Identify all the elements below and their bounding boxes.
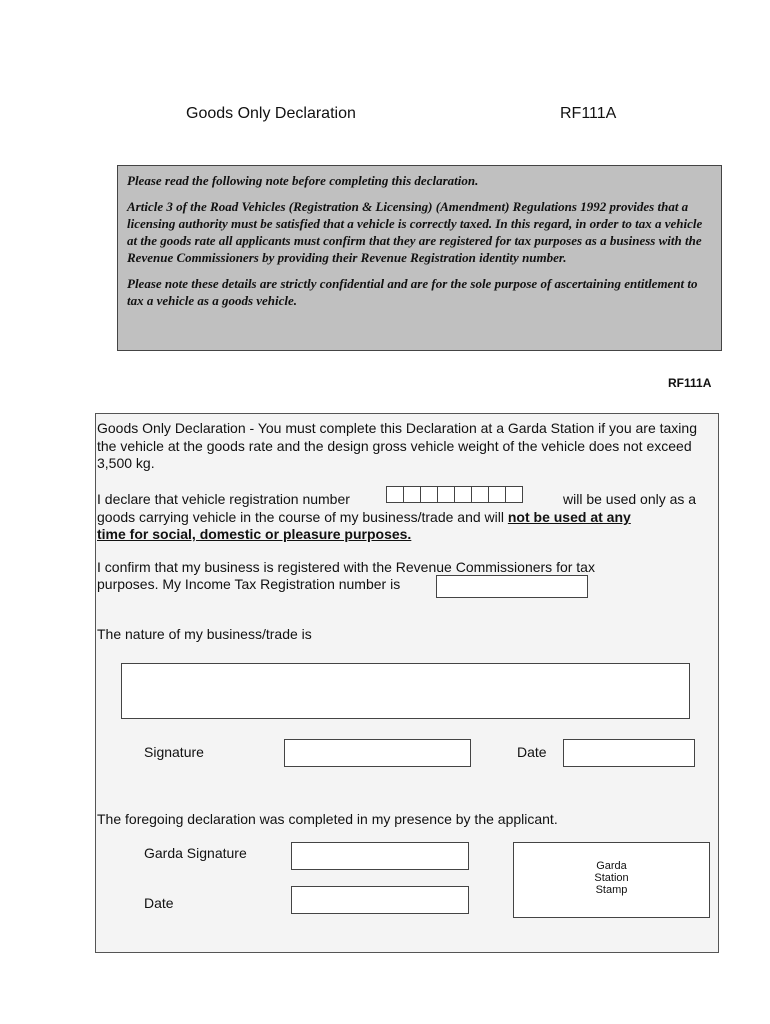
reg-char-box[interactable] xyxy=(454,486,472,503)
declare-emphasis-1: not be used at any xyxy=(507,509,631,525)
stamp-line-1: Garda xyxy=(596,860,627,872)
form-code-label: RF111A xyxy=(668,376,712,390)
reg-char-box[interactable] xyxy=(488,486,506,503)
form-intro: Goods Only Declaration - You must complete this Declaration at a Garda Station if you are taxing the vehicle at the goods rate and the design gross vehicle weight of the vehicle does not exceed 3,500 kg. xyxy=(97,420,697,471)
reg-char-box[interactable] xyxy=(471,486,489,503)
note-confidential: Please note these details are strictly confidential and are for the sole purpose of ascertaining entitlement to tax a vehicle as a goods vehicle. xyxy=(127,276,698,308)
presence-statement: The foregoing declaration was completed in my presence by the applicant. xyxy=(97,811,558,827)
reg-char-box[interactable] xyxy=(403,486,421,503)
declare-text-end: will be used only as a xyxy=(563,491,697,507)
note-article: Article 3 of the Road Vehicles (Registration & Licensing) (Amendment) Regulations 1992 provides that a licensing authority must be satisfied that a vehicle is correctly taxed. In this regard, in order to tax a vehicle at the goods rate all applicants must confirm that they are registered for tax purposes as a business with the Revenue Commissioners by providing their Revenue Registration identity number. xyxy=(127,199,703,265)
date-label: Date xyxy=(517,744,547,760)
date-field[interactable] xyxy=(563,739,695,767)
garda-signature-label: Garda Signature xyxy=(144,845,247,861)
confirm-line-1: I confirm that my business is registered with the Revenue Commissioners for tax xyxy=(97,559,595,575)
signature-label: Signature xyxy=(144,744,204,760)
stamp-line-3: Stamp xyxy=(595,884,628,896)
note-intro: Please read the following note before completing this declaration. xyxy=(127,173,479,188)
reg-char-box[interactable] xyxy=(505,486,523,503)
tax-registration-number-field[interactable] xyxy=(436,575,588,598)
declare-emphasis-2: time for social, domestic or pleasure purposes. xyxy=(97,526,412,542)
garda-date-field[interactable] xyxy=(291,886,469,914)
stamp-label xyxy=(514,860,709,896)
declare-text-start: I declare that vehicle registration number xyxy=(97,491,350,507)
confirm-line-2: purposes. My Income Tax Registration number is xyxy=(97,576,401,592)
form-code-header: RF111A xyxy=(560,105,617,122)
declare-line-2 xyxy=(97,509,631,527)
reg-char-box[interactable] xyxy=(386,486,404,503)
nature-label: The nature of my business/trade is xyxy=(97,626,312,642)
garda-date-label: Date xyxy=(144,895,174,911)
business-nature-field[interactable] xyxy=(121,663,690,719)
registration-number-input[interactable] xyxy=(386,486,522,503)
garda-signature-field[interactable] xyxy=(291,842,469,870)
document-title: Goods Only Declaration xyxy=(186,105,356,122)
reg-char-box[interactable] xyxy=(420,486,438,503)
stamp-line-2: Station xyxy=(594,872,629,884)
signature-field[interactable] xyxy=(284,739,471,767)
declare-line-2-text: goods carrying vehicle in the course of my business/trade and will xyxy=(97,509,508,525)
instruction-note xyxy=(117,165,722,351)
reg-char-box[interactable] xyxy=(437,486,455,503)
garda-station-stamp-box xyxy=(513,842,710,918)
declaration-form xyxy=(95,413,719,953)
